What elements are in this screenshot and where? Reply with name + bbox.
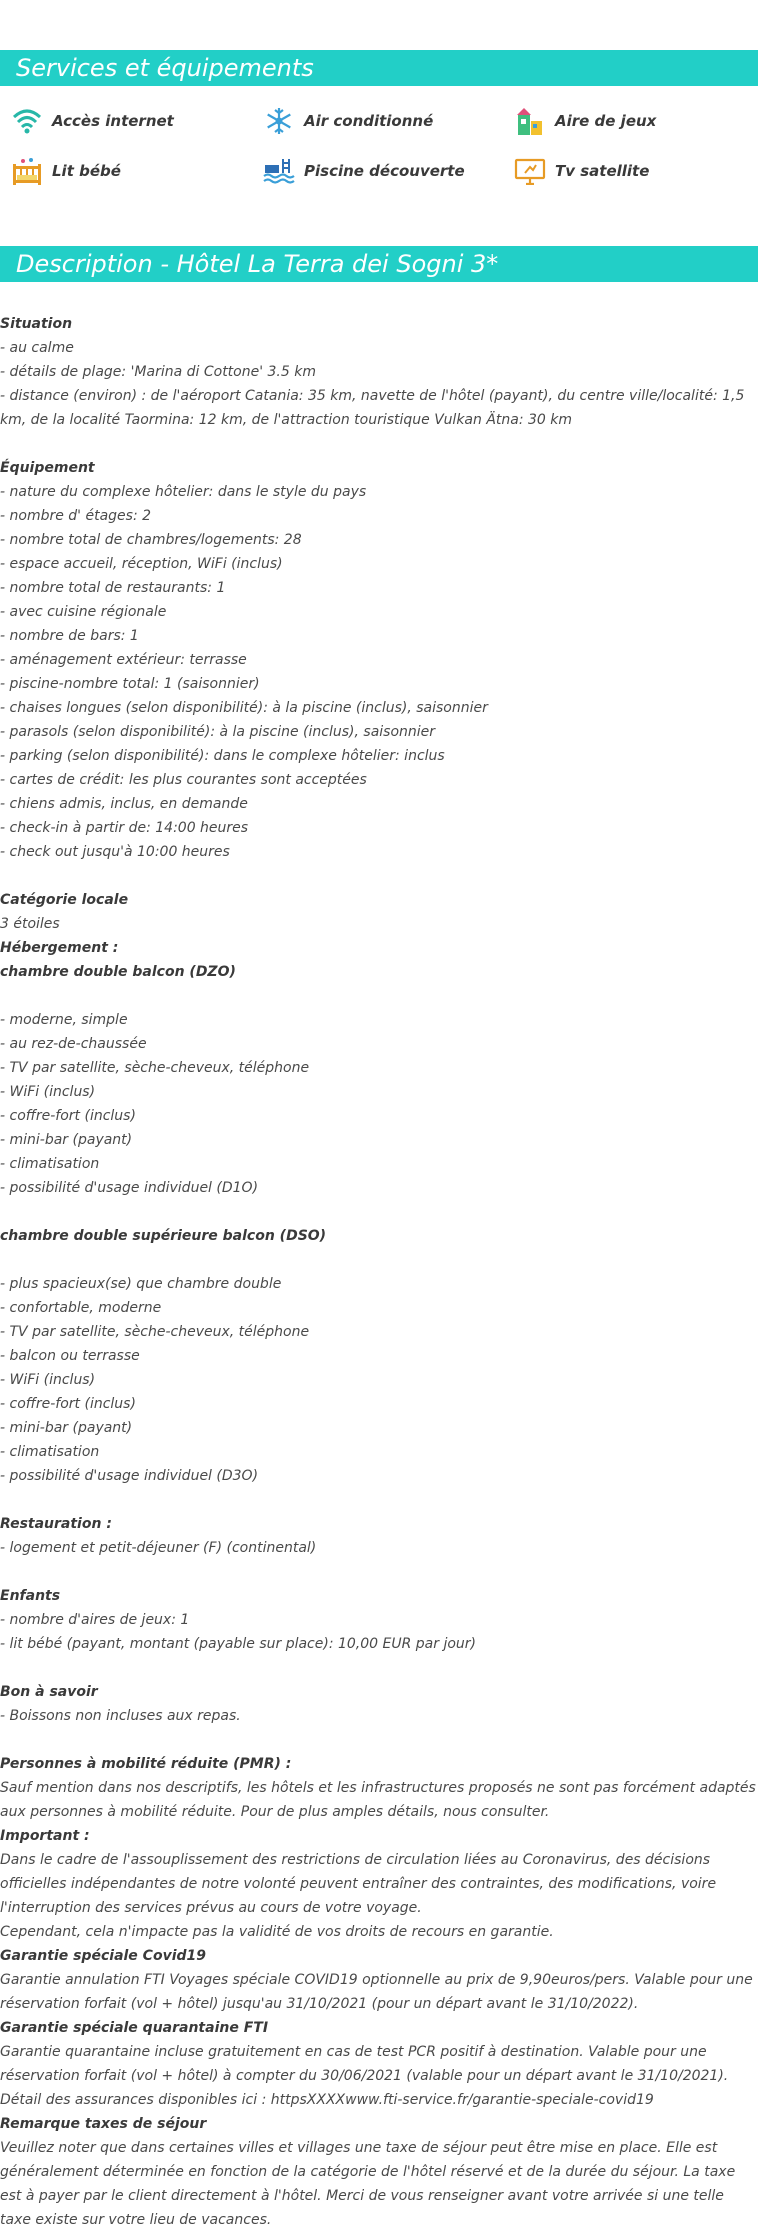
service-item [513, 104, 656, 138]
description-line: - TV par satellite, sèche-cheveux, téléphone [0, 1060, 310, 1076]
description-line: Garantie annulation FTI Voyages spéciale COVID19 optionnelle au prix de 9,90euros/pers. Valable pour une réservation forfait (vol + hôtel) jusqu'au 31/10/2021 (pour un départ avant le 31/10/2022). [0, 1972, 753, 2012]
section-heading: Catégorie locale [0, 892, 129, 908]
spacer [0, 864, 758, 888]
description-line: - cartes de crédit: les plus courantes sont acceptées [0, 772, 367, 788]
section-heading: Important : [0, 1828, 90, 1844]
section-heading: Situation [0, 316, 73, 332]
description-line: Garantie quarantaine incluse gratuitement en cas de test PCR positif à destination. Valable pour une réservation forfait (vol + hôtel) à compter du 30/06/2021 (valable pour un départ avant le 31/10/2021). [0, 2044, 729, 2084]
playground-icon [513, 104, 547, 138]
description-line: - balcon ou terrasse [0, 1348, 140, 1364]
spacer [0, 1200, 758, 1224]
service-item [10, 104, 174, 138]
pool-icon [262, 154, 296, 188]
description-line: - WiFi (inclus) [0, 1372, 96, 1388]
section-heading: chambre double supérieure balcon (DSO) [0, 1228, 327, 1244]
description-line: - piscine-nombre total: 1 (saisonnier) [0, 676, 260, 692]
description-line: - aménagement extérieur: terrasse [0, 652, 247, 668]
description-line: - avec cuisine régionale [0, 604, 167, 620]
description-line: - check out jusqu'à 10:00 heures [0, 844, 230, 860]
service-label: Piscine découverte [304, 162, 465, 180]
service-label: Aire de jeux [555, 112, 657, 130]
description-line: - chaises longues (selon disponibilité): à la piscine (inclus), saisonnier [0, 700, 488, 716]
description-line: - WiFi (inclus) [0, 1084, 96, 1100]
description-line: Cependant, cela n'impacte pas la validité de vos droits de recours en garantie. [0, 1924, 554, 1940]
spacer [0, 1488, 758, 1512]
spacer [0, 984, 758, 1008]
description-line: - distance (environ) : de l'aéroport Catania: 35 km, navette de l'hôtel (payant), du centre ville/localité: 1,5 km, de la localité Taormina: 12 km, de l'attraction touristique Vulkan Ätna: 30 km [0, 388, 745, 428]
description-line: - chiens admis, inclus, en demande [0, 796, 248, 812]
description-line: - mini-bar (payant) [0, 1420, 133, 1436]
description-line: - nature du complexe hôtelier: dans le style du pays [0, 484, 367, 500]
service-label: Lit bébé [52, 162, 121, 180]
section-heading: Enfants [0, 1588, 61, 1604]
section-heading: Garantie spéciale quarantaine FTI [0, 2020, 269, 2036]
section-heading: Garantie spéciale Covid19 [0, 1948, 207, 1964]
description-line: - parking (selon disponibilité): dans le complexe hôtelier: inclus [0, 748, 445, 764]
description-line: - détails de plage: 'Marina di Cottone' 3.5 km [0, 364, 316, 380]
description-line: - nombre total de restaurants: 1 [0, 580, 226, 596]
description-line: - climatisation [0, 1156, 100, 1172]
section-heading: Équipement [0, 460, 95, 476]
spacer [0, 1248, 758, 1272]
baby-bed-icon [10, 154, 44, 188]
service-item [262, 154, 465, 188]
description-line: Dans le cadre de l'assouplissement des restrictions de circulation liées au Coronavirus, des décisions officielles indépendantes de notre volonté peuvent entraîner des contraintes, des modifications, voire l'interruption des services prévus au cours de votre voyage. [0, 1852, 717, 1916]
section-heading: Hébergement : [0, 940, 119, 956]
section-heading: Bon à savoir [0, 1684, 98, 1700]
description-line: 3 étoiles [0, 916, 60, 932]
section-heading: Restauration : [0, 1516, 112, 1532]
description-line: - coffre-fort (inclus) [0, 1396, 136, 1412]
wifi-icon [10, 104, 44, 138]
description-line: - possibilité d'usage individuel (D3O) [0, 1468, 259, 1484]
service-label: Accès internet [52, 112, 174, 130]
description-line: Veuillez noter que dans certaines villes et villages une taxe de séjour peut être mise en place. Elle est généralement déterminée en fonction de la catégorie de l'hôtel réservé et de la durée du séjour. La taxe est à payer par le client directement à l'hôtel. Merci de vous renseigner avant votre arrivée si une telle taxe existe sur votre lieu de vacances. [0, 2140, 736, 2228]
description-line: - nombre d'aires de jeux: 1 [0, 1612, 190, 1628]
description-line: - confortable, moderne [0, 1300, 162, 1316]
description-line: - nombre total de chambres/logements: 28 [0, 532, 302, 548]
spacer [0, 1656, 758, 1680]
tv-icon [513, 154, 547, 188]
description-line: - plus spacieux(se) que chambre double [0, 1276, 282, 1292]
description-body [0, 312, 758, 2232]
description-line: - nombre de bars: 1 [0, 628, 139, 644]
description-line: - moderne, simple [0, 1012, 128, 1028]
section-heading: Remarque taxes de séjour [0, 2116, 207, 2132]
section-heading: chambre double balcon (DZO) [0, 964, 236, 980]
description-line: - coffre-fort (inclus) [0, 1108, 136, 1124]
description-line: - parasols (selon disponibilité): à la piscine (inclus), saisonnier [0, 724, 436, 740]
service-item [262, 104, 433, 138]
description-line: - possibilité d'usage individuel (D1O) [0, 1180, 259, 1196]
description-line: Sauf mention dans nos descriptifs, les hôtels et les infrastructures proposés ne sont pas forcément adaptés aux personnes à mobilité réduite. Pour de plus amples détails, nous consulter. [0, 1780, 756, 1820]
snowflake-icon [262, 104, 296, 138]
description-line: - check-in à partir de: 14:00 heures [0, 820, 249, 836]
description-line: - logement et petit-déjeuner (F) (continental) [0, 1540, 317, 1556]
description-line: - lit bébé (payant, montant (payable sur place): 10,00 EUR par jour) [0, 1636, 476, 1652]
services-title: Services et équipements [0, 50, 758, 86]
description-line: Détail des assurances disponibles ici : httpsXXXXwww.fti-service.fr/garantie-speciale-covid19 [0, 2092, 654, 2108]
description-line: - au calme [0, 340, 74, 356]
description-line: - nombre d' étages: 2 [0, 508, 152, 524]
description-title: Description - Hôtel La Terra dei Sogni 3* [0, 246, 758, 282]
description-line: - TV par satellite, sèche-cheveux, téléphone [0, 1324, 310, 1340]
service-label: Air conditionné [304, 112, 434, 130]
service-item [10, 154, 121, 188]
description-line: - mini-bar (payant) [0, 1132, 133, 1148]
service-item [513, 154, 649, 188]
section-heading: Personnes à mobilité réduite (PMR) : [0, 1756, 292, 1772]
description-line: - au rez-de-chaussée [0, 1036, 147, 1052]
description-line: - climatisation [0, 1444, 100, 1460]
description-line: - Boissons non incluses aux repas. [0, 1708, 241, 1724]
services-grid [0, 104, 758, 204]
service-label: Tv satellite [555, 162, 650, 180]
description-line: - espace accueil, réception, WiFi (inclus) [0, 556, 283, 572]
spacer [0, 432, 758, 456]
spacer [0, 1728, 758, 1752]
spacer [0, 1560, 758, 1584]
